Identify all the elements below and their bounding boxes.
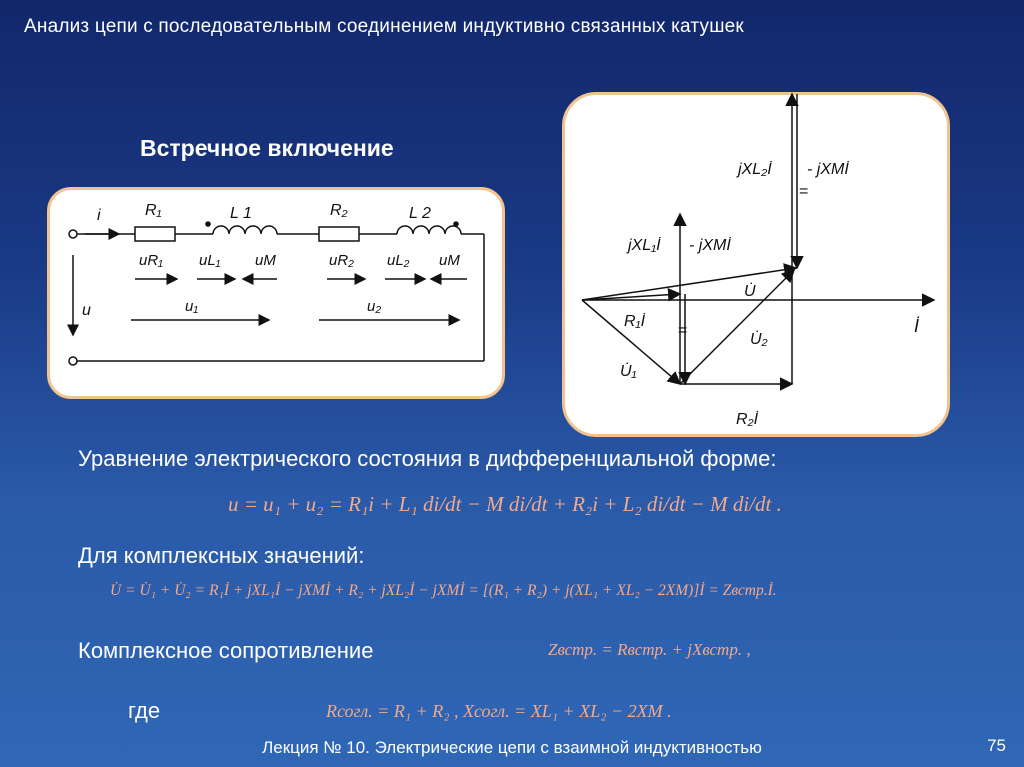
- resistor-r2: [319, 227, 359, 241]
- complex-heading: Для комплексных значений:: [78, 543, 365, 568]
- diff-heading: Уравнение электрического состояния в дифференциальной форме:: [78, 446, 777, 471]
- label-equals-1: =: [799, 183, 809, 200]
- label-um2: uM: [439, 252, 460, 269]
- impedance-formula: Zвстр. = Rвстр. + jXвстр. ,: [548, 640, 751, 659]
- label-i-axis: İ: [914, 316, 920, 336]
- terminal-top: [69, 230, 77, 238]
- label-ur1: uR₁: [139, 252, 163, 269]
- label-i: i: [97, 207, 101, 224]
- label-u1: u₁: [185, 298, 199, 315]
- phasor-diagram: [562, 92, 950, 437]
- label-jxl1i: jXL₁İ: [628, 237, 661, 254]
- label-r2: R₂: [330, 202, 348, 219]
- label-jxl2i: jXL₂İ: [738, 161, 772, 178]
- complex-formula: U̇ = U̇₁ + U̇₂ = R₁İ + jXL₁İ − jXMİ + R₂ + jXL₂İ − jXMİ = [(R₁ + R₂) + j(XL₁ + XL₂ − 2XM)]İ = Zвстр.İ.: [110, 582, 777, 599]
- label-u1: U̇₁: [620, 363, 637, 380]
- page-number: 75: [987, 736, 1006, 755]
- label-r1: R₁: [145, 202, 162, 219]
- impedance-heading: Комплексное сопротивление: [78, 638, 374, 663]
- label-um1: uM: [255, 252, 276, 269]
- inductor-l1: [213, 226, 277, 234]
- label-l2: L 2: [409, 205, 431, 222]
- section-heading: Встречное включение: [140, 135, 394, 161]
- label-u2: u₂: [367, 298, 382, 315]
- label-r1i: R₁İ: [624, 313, 646, 330]
- label-ul2: uL₂: [387, 252, 410, 269]
- phasor-u: [582, 268, 796, 300]
- phasor-u1: [582, 294, 680, 300]
- resistor-r1: [135, 227, 175, 241]
- circuit-diagram: [47, 187, 505, 399]
- label-ul1: uL₁: [199, 252, 221, 269]
- terminal-bottom: [69, 357, 77, 365]
- label-r2i: R₂İ: [736, 411, 759, 428]
- dot-l1: [205, 221, 211, 227]
- footer-title: Лекция № 10. Электрические цепи с взаимной индуктивностью: [262, 738, 762, 757]
- dot-l2: [453, 221, 459, 227]
- where-label: где: [128, 698, 161, 723]
- label-jxmi-top: - jXMİ: [807, 161, 849, 178]
- label-l1: L 1: [230, 205, 252, 222]
- diff-formula: u = u₁ + u₂ = R₁i + L₁ di/dt − M di/dt + R₂i + L₂ di/dt − M di/dt .: [228, 492, 782, 516]
- label-u2: U̇₂: [750, 331, 768, 348]
- where-formula: Rсогл. = R₁ + R₂ , Xсогл. = XL₁ + XL₂ − 2XM .: [326, 701, 672, 721]
- label-jxmi-mid: - jXMİ: [689, 237, 731, 254]
- label-ur2: uR₂: [329, 252, 354, 269]
- label-u: u: [82, 302, 91, 319]
- inductor-l2: [397, 226, 461, 234]
- phasor-u2: [680, 270, 794, 384]
- label-equals-2: =: [678, 322, 688, 339]
- label-u-total: U̇: [744, 283, 756, 300]
- slide-title: Анализ цепи с последовательным соединением индуктивно связанных катушек: [24, 16, 744, 37]
